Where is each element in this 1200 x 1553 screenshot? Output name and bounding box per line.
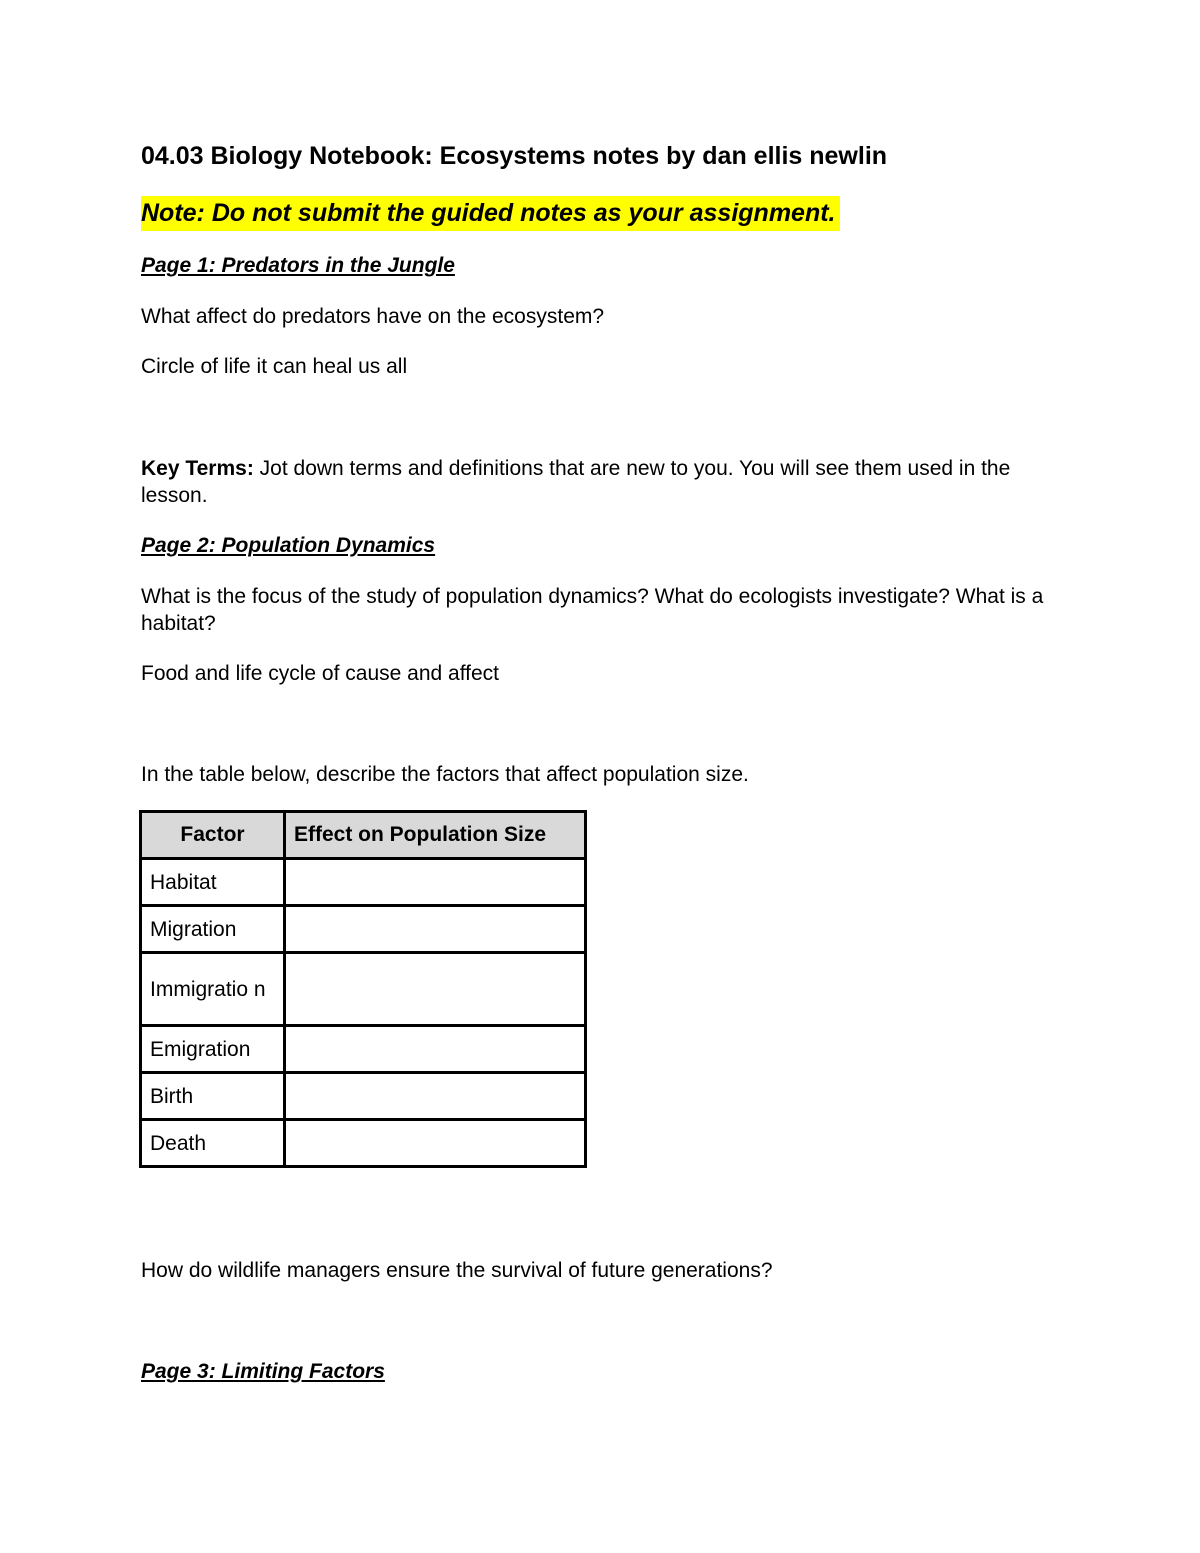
effect-cell[interactable] bbox=[285, 953, 586, 1026]
effect-cell[interactable] bbox=[285, 906, 586, 953]
table-header-row bbox=[141, 812, 586, 859]
factor-cell: Migration bbox=[141, 906, 285, 953]
factor-cell: Birth bbox=[141, 1073, 285, 1120]
table-header-effect: Effect on Population Size bbox=[285, 812, 586, 859]
factor-cell: Emigration bbox=[141, 1026, 285, 1073]
page3-heading: Page 3: Limiting Factors bbox=[141, 1360, 385, 1383]
key-terms-text: Jot down terms and definitions that are new to you. You will see them used in the lesson. bbox=[141, 457, 1011, 507]
factors-table bbox=[139, 810, 587, 1168]
factor-cell-text: Immigratio n bbox=[150, 977, 266, 1001]
effect-cell[interactable] bbox=[285, 1026, 586, 1073]
wildlife-question: How do wildlife managers ensure the survival of future generations? bbox=[141, 1259, 773, 1282]
table-row bbox=[141, 906, 586, 953]
effect-cell[interactable] bbox=[285, 859, 586, 906]
table-row bbox=[141, 1026, 586, 1073]
effect-cell[interactable] bbox=[285, 1073, 586, 1120]
factor-cell: Death bbox=[141, 1120, 285, 1167]
document-title: 04.03 Biology Notebook: Ecosystems notes by dan ellis newlin bbox=[141, 142, 888, 170]
page2-heading: Page 2: Population Dynamics bbox=[141, 534, 436, 557]
table-row bbox=[141, 859, 586, 906]
key-terms-label: Key Terms: bbox=[141, 457, 254, 480]
table-row bbox=[141, 1120, 586, 1167]
page2-answer: Food and life cycle of cause and affect bbox=[141, 662, 500, 685]
key-terms-paragraph bbox=[141, 455, 1061, 509]
factor-cell: Habitat bbox=[141, 859, 285, 906]
table-row bbox=[141, 1073, 586, 1120]
page1-answer: Circle of life it can heal us all bbox=[141, 355, 408, 378]
table-row bbox=[141, 953, 586, 1026]
highlighted-note: Note: Do not submit the guided notes as your assignment. bbox=[141, 196, 840, 231]
page2-question: What is the focus of the study of population dynamics? What do ecologists investigate? What is a habitat? bbox=[141, 585, 1044, 635]
page1-heading: Page 1: Predators in the Jungle bbox=[141, 254, 455, 277]
table-header-factor: Factor bbox=[141, 812, 285, 859]
table-intro: In the table below, describe the factors that affect population size. bbox=[141, 763, 749, 786]
page1-question: What affect do predators have on the ecosystem? bbox=[141, 305, 605, 328]
factor-cell bbox=[141, 953, 285, 1026]
effect-cell[interactable] bbox=[285, 1120, 586, 1167]
